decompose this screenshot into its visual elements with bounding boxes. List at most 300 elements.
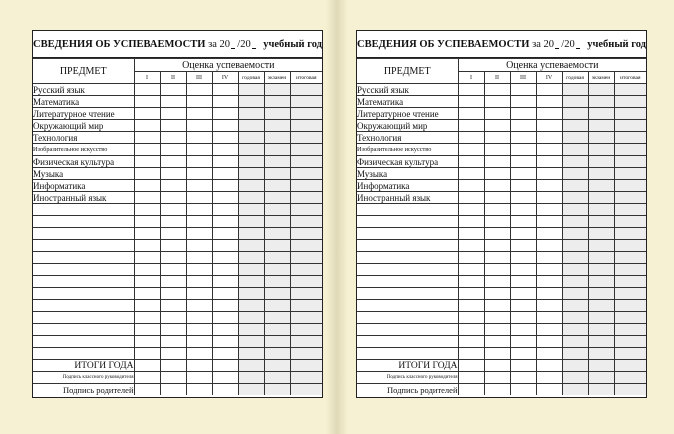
year-blank[interactable] xyxy=(252,39,256,49)
grade-cell[interactable] xyxy=(510,288,536,300)
grade-cell[interactable] xyxy=(588,324,614,336)
year-blank[interactable] xyxy=(576,39,580,49)
year-blank[interactable] xyxy=(555,39,559,49)
grade-cell[interactable] xyxy=(212,144,238,156)
grade-cell[interactable] xyxy=(536,384,562,396)
grade-cell[interactable] xyxy=(588,384,614,396)
grade-cell[interactable] xyxy=(186,228,212,240)
grade-cell[interactable] xyxy=(264,156,290,168)
grade-cell[interactable] xyxy=(536,96,562,108)
grade-cell[interactable] xyxy=(562,204,588,216)
grade-cell[interactable] xyxy=(484,276,510,288)
grade-cell[interactable] xyxy=(510,132,536,144)
grade-cell[interactable] xyxy=(160,96,186,108)
grade-cell[interactable] xyxy=(290,276,322,288)
grade-cell[interactable] xyxy=(186,192,212,204)
blank-subject-cell[interactable] xyxy=(357,252,458,264)
grade-cell[interactable] xyxy=(458,336,484,348)
grade-cell[interactable] xyxy=(484,84,510,96)
blank-subject-cell[interactable] xyxy=(357,300,458,312)
grade-cell[interactable] xyxy=(134,84,160,96)
grade-cell[interactable] xyxy=(264,348,290,360)
grade-cell[interactable] xyxy=(614,84,646,96)
grade-cell[interactable] xyxy=(264,192,290,204)
grade-cell[interactable] xyxy=(186,336,212,348)
grade-cell[interactable] xyxy=(588,216,614,228)
grade-cell[interactable] xyxy=(160,300,186,312)
grade-cell[interactable] xyxy=(134,324,160,336)
grade-cell[interactable] xyxy=(186,204,212,216)
grade-cell[interactable] xyxy=(212,372,238,384)
grade-cell[interactable] xyxy=(238,120,264,132)
grade-cell[interactable] xyxy=(264,384,290,396)
grade-cell[interactable] xyxy=(484,192,510,204)
grade-cell[interactable] xyxy=(264,96,290,108)
grade-cell[interactable] xyxy=(290,168,322,180)
grade-cell[interactable] xyxy=(290,312,322,324)
grade-cell[interactable] xyxy=(588,120,614,132)
grade-cell[interactable] xyxy=(484,336,510,348)
grade-cell[interactable] xyxy=(238,108,264,120)
grade-cell[interactable] xyxy=(290,192,322,204)
grade-cell[interactable] xyxy=(264,264,290,276)
grade-cell[interactable] xyxy=(510,360,536,372)
grade-cell[interactable] xyxy=(212,288,238,300)
grade-cell[interactable] xyxy=(458,276,484,288)
grade-cell[interactable] xyxy=(186,132,212,144)
grade-cell[interactable] xyxy=(186,264,212,276)
grade-cell[interactable] xyxy=(186,324,212,336)
grade-cell[interactable] xyxy=(510,240,536,252)
grade-cell[interactable] xyxy=(614,216,646,228)
grade-cell[interactable] xyxy=(562,384,588,396)
grade-cell[interactable] xyxy=(134,372,160,384)
grade-cell[interactable] xyxy=(160,276,186,288)
grade-cell[interactable] xyxy=(484,252,510,264)
grade-cell[interactable] xyxy=(458,120,484,132)
grade-cell[interactable] xyxy=(238,168,264,180)
grade-cell[interactable] xyxy=(238,204,264,216)
grade-cell[interactable] xyxy=(212,120,238,132)
grade-cell[interactable] xyxy=(238,132,264,144)
grade-cell[interactable] xyxy=(290,240,322,252)
grade-cell[interactable] xyxy=(588,276,614,288)
grade-cell[interactable] xyxy=(134,360,160,372)
grade-cell[interactable] xyxy=(160,264,186,276)
grade-cell[interactable] xyxy=(212,300,238,312)
grade-cell[interactable] xyxy=(536,324,562,336)
grade-cell[interactable] xyxy=(536,228,562,240)
grade-cell[interactable] xyxy=(160,204,186,216)
grade-cell[interactable] xyxy=(588,204,614,216)
grade-cell[interactable] xyxy=(562,120,588,132)
grade-cell[interactable] xyxy=(160,324,186,336)
grade-cell[interactable] xyxy=(290,216,322,228)
grade-cell[interactable] xyxy=(134,216,160,228)
grade-cell[interactable] xyxy=(290,144,322,156)
grade-cell[interactable] xyxy=(588,372,614,384)
grade-cell[interactable] xyxy=(510,180,536,192)
grade-cell[interactable] xyxy=(614,132,646,144)
grade-cell[interactable] xyxy=(212,324,238,336)
grade-cell[interactable] xyxy=(238,84,264,96)
grade-cell[interactable] xyxy=(160,228,186,240)
grade-cell[interactable] xyxy=(186,156,212,168)
grade-cell[interactable] xyxy=(238,312,264,324)
grade-cell[interactable] xyxy=(290,288,322,300)
grade-cell[interactable] xyxy=(264,108,290,120)
grade-cell[interactable] xyxy=(186,144,212,156)
grade-cell[interactable] xyxy=(212,336,238,348)
grade-cell[interactable] xyxy=(588,288,614,300)
grade-cell[interactable] xyxy=(536,276,562,288)
grade-cell[interactable] xyxy=(536,252,562,264)
grade-cell[interactable] xyxy=(290,228,322,240)
grade-cell[interactable] xyxy=(484,324,510,336)
grade-cell[interactable] xyxy=(484,312,510,324)
grade-cell[interactable] xyxy=(212,84,238,96)
grade-cell[interactable] xyxy=(134,168,160,180)
grade-cell[interactable] xyxy=(588,144,614,156)
blank-subject-cell[interactable] xyxy=(33,264,134,276)
blank-subject-cell[interactable] xyxy=(357,276,458,288)
grade-cell[interactable] xyxy=(614,336,646,348)
grade-cell[interactable] xyxy=(614,168,646,180)
grade-cell[interactable] xyxy=(264,336,290,348)
grade-cell[interactable] xyxy=(510,312,536,324)
grade-cell[interactable] xyxy=(290,120,322,132)
grade-cell[interactable] xyxy=(212,252,238,264)
grade-cell[interactable] xyxy=(160,384,186,396)
grade-cell[interactable] xyxy=(536,312,562,324)
grade-cell[interactable] xyxy=(290,108,322,120)
grade-cell[interactable] xyxy=(510,108,536,120)
grade-cell[interactable] xyxy=(614,360,646,372)
grade-cell[interactable] xyxy=(290,156,322,168)
blank-subject-cell[interactable] xyxy=(357,324,458,336)
grade-cell[interactable] xyxy=(510,96,536,108)
grade-cell[interactable] xyxy=(536,168,562,180)
grade-cell[interactable] xyxy=(264,276,290,288)
grade-cell[interactable] xyxy=(264,168,290,180)
grade-cell[interactable] xyxy=(186,372,212,384)
grade-cell[interactable] xyxy=(510,168,536,180)
grade-cell[interactable] xyxy=(458,288,484,300)
grade-cell[interactable] xyxy=(212,168,238,180)
grade-cell[interactable] xyxy=(484,168,510,180)
grade-cell[interactable] xyxy=(614,228,646,240)
grade-cell[interactable] xyxy=(264,204,290,216)
grade-cell[interactable] xyxy=(238,336,264,348)
grade-cell[interactable] xyxy=(134,300,160,312)
grade-cell[interactable] xyxy=(238,348,264,360)
grade-cell[interactable] xyxy=(588,180,614,192)
grade-cell[interactable] xyxy=(510,324,536,336)
grade-cell[interactable] xyxy=(290,360,322,372)
grade-cell[interactable] xyxy=(562,228,588,240)
blank-subject-cell[interactable] xyxy=(357,288,458,300)
grade-cell[interactable] xyxy=(484,372,510,384)
grade-cell[interactable] xyxy=(212,240,238,252)
grade-cell[interactable] xyxy=(588,264,614,276)
grade-cell[interactable] xyxy=(510,372,536,384)
grade-cell[interactable] xyxy=(264,180,290,192)
grade-cell[interactable] xyxy=(614,276,646,288)
grade-cell[interactable] xyxy=(160,288,186,300)
grade-cell[interactable] xyxy=(562,240,588,252)
grade-cell[interactable] xyxy=(238,144,264,156)
grade-cell[interactable] xyxy=(212,276,238,288)
grade-cell[interactable] xyxy=(588,132,614,144)
grade-cell[interactable] xyxy=(212,108,238,120)
grade-cell[interactable] xyxy=(238,372,264,384)
grade-cell[interactable] xyxy=(562,264,588,276)
grade-cell[interactable] xyxy=(562,336,588,348)
grade-cell[interactable] xyxy=(484,228,510,240)
grade-cell[interactable] xyxy=(186,300,212,312)
grade-cell[interactable] xyxy=(458,216,484,228)
grade-cell[interactable] xyxy=(212,384,238,396)
grade-cell[interactable] xyxy=(484,108,510,120)
grade-cell[interactable] xyxy=(160,192,186,204)
grade-cell[interactable] xyxy=(614,120,646,132)
grade-cell[interactable] xyxy=(614,348,646,360)
grade-cell[interactable] xyxy=(290,252,322,264)
grade-cell[interactable] xyxy=(264,84,290,96)
blank-subject-cell[interactable] xyxy=(33,240,134,252)
grade-cell[interactable] xyxy=(458,108,484,120)
grade-cell[interactable] xyxy=(484,288,510,300)
grade-cell[interactable] xyxy=(160,348,186,360)
grade-cell[interactable] xyxy=(160,216,186,228)
grade-cell[interactable] xyxy=(562,108,588,120)
grade-cell[interactable] xyxy=(536,288,562,300)
grade-cell[interactable] xyxy=(290,84,322,96)
grade-cell[interactable] xyxy=(290,372,322,384)
grade-cell[interactable] xyxy=(212,264,238,276)
grade-cell[interactable] xyxy=(212,180,238,192)
grade-cell[interactable] xyxy=(134,252,160,264)
grade-cell[interactable] xyxy=(264,144,290,156)
grade-cell[interactable] xyxy=(134,192,160,204)
grade-cell[interactable] xyxy=(458,144,484,156)
grade-cell[interactable] xyxy=(458,192,484,204)
grade-cell[interactable] xyxy=(458,324,484,336)
grade-cell[interactable] xyxy=(160,108,186,120)
grade-cell[interactable] xyxy=(484,360,510,372)
grade-cell[interactable] xyxy=(212,312,238,324)
grade-cell[interactable] xyxy=(510,276,536,288)
grade-cell[interactable] xyxy=(536,372,562,384)
grade-cell[interactable] xyxy=(536,204,562,216)
blank-subject-cell[interactable] xyxy=(357,204,458,216)
grade-cell[interactable] xyxy=(562,168,588,180)
grade-cell[interactable] xyxy=(614,252,646,264)
grade-cell[interactable] xyxy=(264,312,290,324)
grade-cell[interactable] xyxy=(290,384,322,396)
grade-cell[interactable] xyxy=(186,252,212,264)
grade-cell[interactable] xyxy=(562,252,588,264)
grade-cell[interactable] xyxy=(134,276,160,288)
grade-cell[interactable] xyxy=(264,360,290,372)
grade-cell[interactable] xyxy=(484,240,510,252)
grade-cell[interactable] xyxy=(614,384,646,396)
grade-cell[interactable] xyxy=(290,264,322,276)
grade-cell[interactable] xyxy=(536,336,562,348)
grade-cell[interactable] xyxy=(264,324,290,336)
blank-subject-cell[interactable] xyxy=(357,312,458,324)
grade-cell[interactable] xyxy=(238,96,264,108)
grade-cell[interactable] xyxy=(264,228,290,240)
blank-subject-cell[interactable] xyxy=(33,228,134,240)
grade-cell[interactable] xyxy=(134,120,160,132)
grade-cell[interactable] xyxy=(212,156,238,168)
grade-cell[interactable] xyxy=(186,216,212,228)
grade-cell[interactable] xyxy=(264,120,290,132)
grade-cell[interactable] xyxy=(458,240,484,252)
grade-cell[interactable] xyxy=(238,180,264,192)
grade-cell[interactable] xyxy=(160,156,186,168)
grade-cell[interactable] xyxy=(186,168,212,180)
grade-cell[interactable] xyxy=(458,372,484,384)
grade-cell[interactable] xyxy=(212,360,238,372)
blank-subject-cell[interactable] xyxy=(33,252,134,264)
grade-cell[interactable] xyxy=(510,204,536,216)
grade-cell[interactable] xyxy=(562,300,588,312)
grade-cell[interactable] xyxy=(238,216,264,228)
grade-cell[interactable] xyxy=(588,336,614,348)
grade-cell[interactable] xyxy=(160,372,186,384)
grade-cell[interactable] xyxy=(134,288,160,300)
blank-subject-cell[interactable] xyxy=(33,204,134,216)
grade-cell[interactable] xyxy=(614,300,646,312)
grade-cell[interactable] xyxy=(238,276,264,288)
grade-cell[interactable] xyxy=(536,156,562,168)
grade-cell[interactable] xyxy=(264,216,290,228)
grade-cell[interactable] xyxy=(186,276,212,288)
grade-cell[interactable] xyxy=(562,348,588,360)
grade-cell[interactable] xyxy=(238,228,264,240)
grade-cell[interactable] xyxy=(238,264,264,276)
grade-cell[interactable] xyxy=(160,120,186,132)
grade-cell[interactable] xyxy=(510,156,536,168)
grade-cell[interactable] xyxy=(134,132,160,144)
grade-cell[interactable] xyxy=(484,120,510,132)
grade-cell[interactable] xyxy=(264,300,290,312)
grade-cell[interactable] xyxy=(484,204,510,216)
grade-cell[interactable] xyxy=(290,180,322,192)
grade-cell[interactable] xyxy=(588,228,614,240)
grade-cell[interactable] xyxy=(212,348,238,360)
grade-cell[interactable] xyxy=(536,216,562,228)
grade-cell[interactable] xyxy=(238,252,264,264)
grade-cell[interactable] xyxy=(562,96,588,108)
grade-cell[interactable] xyxy=(134,240,160,252)
grade-cell[interactable] xyxy=(264,132,290,144)
grade-cell[interactable] xyxy=(536,360,562,372)
grade-cell[interactable] xyxy=(264,252,290,264)
grade-cell[interactable] xyxy=(186,348,212,360)
grade-cell[interactable] xyxy=(562,276,588,288)
grade-cell[interactable] xyxy=(290,96,322,108)
grade-cell[interactable] xyxy=(536,264,562,276)
grade-cell[interactable] xyxy=(614,288,646,300)
grade-cell[interactable] xyxy=(458,348,484,360)
grade-cell[interactable] xyxy=(290,300,322,312)
grade-cell[interactable] xyxy=(160,144,186,156)
grade-cell[interactable] xyxy=(536,132,562,144)
grade-cell[interactable] xyxy=(614,264,646,276)
grade-cell[interactable] xyxy=(588,252,614,264)
grade-cell[interactable] xyxy=(212,216,238,228)
blank-subject-cell[interactable] xyxy=(357,348,458,360)
grade-cell[interactable] xyxy=(536,300,562,312)
blank-subject-cell[interactable] xyxy=(33,216,134,228)
grade-cell[interactable] xyxy=(212,204,238,216)
blank-subject-cell[interactable] xyxy=(357,264,458,276)
grade-cell[interactable] xyxy=(536,120,562,132)
grade-cell[interactable] xyxy=(238,240,264,252)
grade-cell[interactable] xyxy=(134,336,160,348)
grade-cell[interactable] xyxy=(484,264,510,276)
grade-cell[interactable] xyxy=(160,84,186,96)
blank-subject-cell[interactable] xyxy=(357,336,458,348)
grade-cell[interactable] xyxy=(238,384,264,396)
grade-cell[interactable] xyxy=(484,132,510,144)
grade-cell[interactable] xyxy=(290,204,322,216)
grade-cell[interactable] xyxy=(186,180,212,192)
grade-cell[interactable] xyxy=(458,168,484,180)
grade-cell[interactable] xyxy=(458,204,484,216)
grade-cell[interactable] xyxy=(186,96,212,108)
grade-cell[interactable] xyxy=(186,240,212,252)
grade-cell[interactable] xyxy=(614,96,646,108)
grade-cell[interactable] xyxy=(134,180,160,192)
grade-cell[interactable] xyxy=(562,144,588,156)
grade-cell[interactable] xyxy=(510,348,536,360)
grade-cell[interactable] xyxy=(510,228,536,240)
grade-cell[interactable] xyxy=(186,108,212,120)
grade-cell[interactable] xyxy=(458,228,484,240)
grade-cell[interactable] xyxy=(536,180,562,192)
grade-cell[interactable] xyxy=(510,84,536,96)
blank-subject-cell[interactable] xyxy=(33,312,134,324)
grade-cell[interactable] xyxy=(458,360,484,372)
grade-cell[interactable] xyxy=(536,108,562,120)
grade-cell[interactable] xyxy=(160,336,186,348)
grade-cell[interactable] xyxy=(536,192,562,204)
grade-cell[interactable] xyxy=(614,180,646,192)
grade-cell[interactable] xyxy=(614,156,646,168)
grade-cell[interactable] xyxy=(134,312,160,324)
grade-cell[interactable] xyxy=(614,144,646,156)
grade-cell[interactable] xyxy=(264,372,290,384)
grade-cell[interactable] xyxy=(160,180,186,192)
grade-cell[interactable] xyxy=(588,312,614,324)
grade-cell[interactable] xyxy=(134,264,160,276)
grade-cell[interactable] xyxy=(588,192,614,204)
grade-cell[interactable] xyxy=(484,96,510,108)
blank-subject-cell[interactable] xyxy=(357,228,458,240)
grade-cell[interactable] xyxy=(588,108,614,120)
grade-cell[interactable] xyxy=(134,204,160,216)
grade-cell[interactable] xyxy=(186,120,212,132)
grade-cell[interactable] xyxy=(484,144,510,156)
grade-cell[interactable] xyxy=(134,348,160,360)
grade-cell[interactable] xyxy=(186,288,212,300)
grade-cell[interactable] xyxy=(290,324,322,336)
grade-cell[interactable] xyxy=(484,384,510,396)
